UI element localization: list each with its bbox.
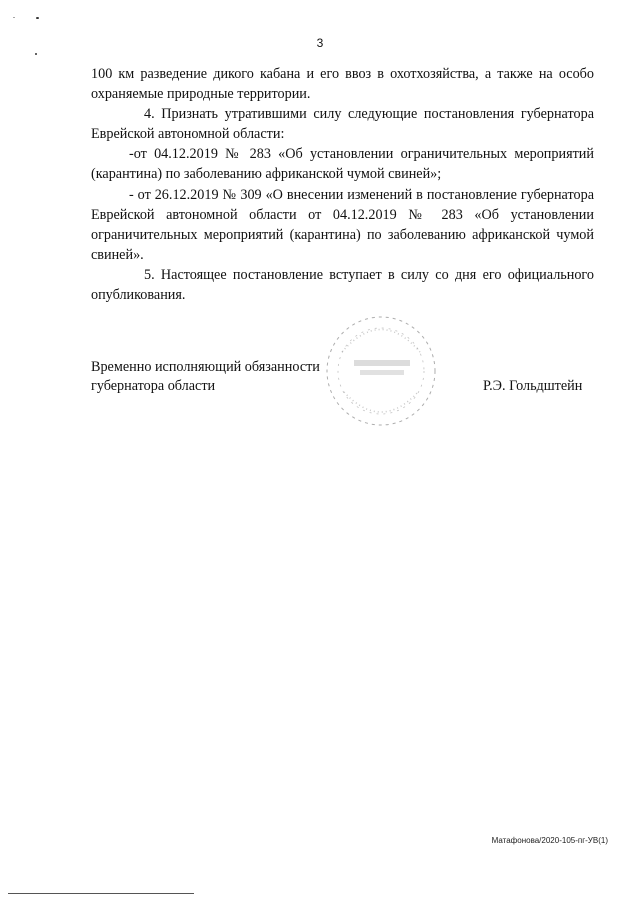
paragraph-continuation: 100 км разведение дикого кабана и его ввоз в охотхозяйства, а также на особо охраняемые природные территории.: [91, 66, 594, 103]
scan-artifact-dot: [36, 17, 39, 19]
paragraph-item-5: 5. Настоящее постановление вступает в силу со дня его официального опубликования.: [91, 266, 594, 304]
footer-divider: [8, 893, 194, 894]
signatory-name: Р.Э. Гольдштейн: [483, 378, 583, 394]
signatory-position: [91, 358, 320, 396]
signatory-position-line1: Временно исполняющий обязанности: [91, 359, 320, 375]
scan-artifact-dot: [13, 17, 15, 18]
scan-artifact-dot: [35, 53, 37, 55]
signatory-position-line2: губернатора области: [91, 378, 216, 394]
document-body: [91, 64, 594, 305]
paragraph-item-4: 4. Признать утратившими силу следующие постановления губернатора Еврейской автономной области:: [91, 106, 594, 143]
document-code: Матафонова/2020-105-пг-УВ(1): [491, 836, 608, 845]
page-number: 3: [316, 36, 324, 50]
official-seal-stamp: [322, 312, 440, 430]
paragraph-repealed-1: -от 04.12.2019 № 283 «Об установлении ограничительных мероприятий (карантина) по заболеванию африканской чумой свиней»;: [91, 146, 594, 183]
paragraph-repealed-2: - от 26.12.2019 № 309 «О внесении изменений в постановление губернатора Еврейской автономной области от 04.12.2019 № 283 «Об установлении ограничительных мероприятий (карантина) по заболеванию африканской чумой свиней».: [91, 186, 594, 263]
